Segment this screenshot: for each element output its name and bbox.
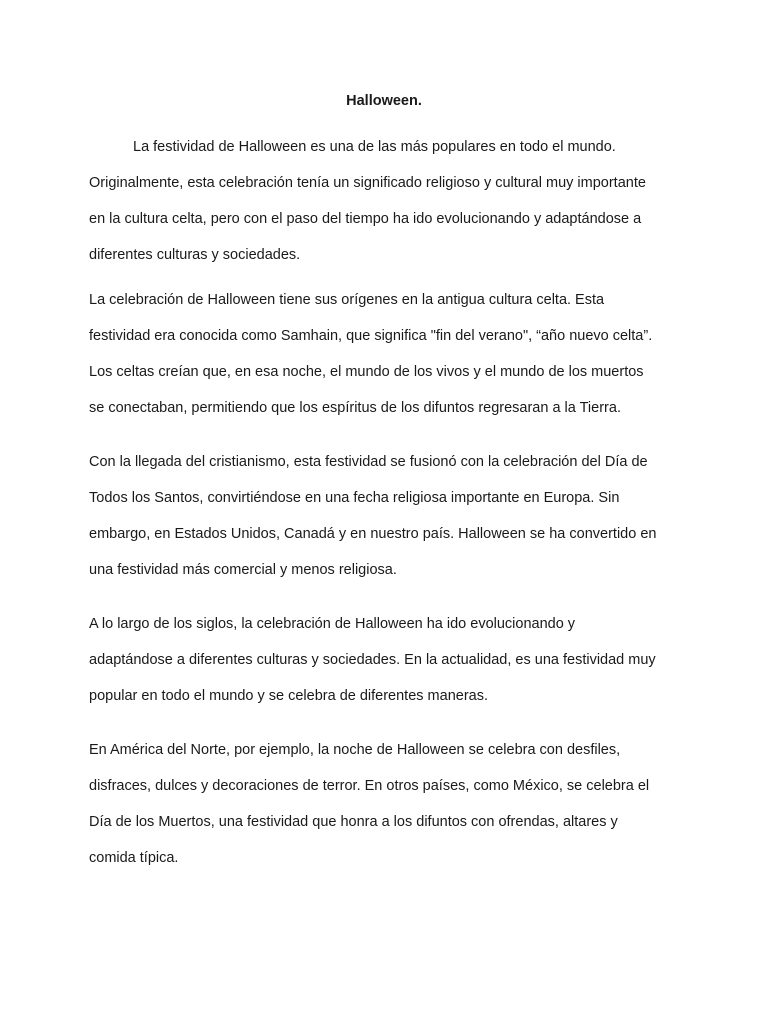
paragraph-line: A lo largo de los siglos, la celebración de Halloween ha ido evolucionando y: [89, 616, 576, 632]
paragraph-line: una festividad más comercial y menos religiosa.: [89, 562, 397, 578]
paragraph-line: festividad era conocida como Samhain, que significa "fin del verano", “año nuevo celta”.: [89, 328, 653, 344]
paragraph-line: Todos los Santos, convirtiéndose en una fecha religiosa importante en Europa. Sin: [89, 490, 620, 506]
paragraph-5: [89, 732, 689, 876]
paragraph-line: popular en todo el mundo y se celebra de diferentes maneras.: [89, 688, 488, 704]
paragraph-line: se conectaban, permitiendo que los espíritus de los difuntos regresaran a la Tierra.: [89, 400, 621, 416]
paragraph-line: embargo, en Estados Unidos, Canadá y en nuestro país. Halloween se ha convertido en: [89, 526, 657, 542]
paragraph-line: comida típica.: [89, 850, 179, 866]
paragraph-line: adaptándose a diferentes culturas y sociedades. En la actualidad, es una festividad muy: [89, 652, 656, 668]
paragraph-line: diferentes culturas y sociedades.: [89, 247, 301, 263]
paragraph-line: La festividad de Halloween es una de las más populares en todo el mundo.: [133, 139, 616, 155]
paragraph-line: en la cultura celta, pero con el paso del tiempo ha ido evolucionando y adaptándose a: [89, 211, 642, 227]
paragraph-line: En América del Norte, por ejemplo, la noche de Halloween se celebra con desfiles,: [89, 742, 621, 758]
paragraph-line: Los celtas creían que, en esa noche, el mundo de los vivos y el mundo de los muertos: [89, 364, 644, 380]
paragraph-3: [89, 444, 689, 588]
paragraph-line: La celebración de Halloween tiene sus orígenes en la antigua cultura celta. Esta: [89, 292, 605, 308]
paragraph-4: [89, 606, 689, 714]
paragraph-1: [89, 129, 689, 273]
paragraph-line: Originalmente, esta celebración tenía un significado religioso y cultural muy importante: [89, 175, 646, 191]
paragraph-line: disfraces, dulces y decoraciones de terror. En otros países, como México, se celebra el: [89, 778, 650, 794]
document-title: Halloween.: [346, 93, 422, 109]
paragraph-2: [89, 282, 689, 426]
paragraph-line: Día de los Muertos, una festividad que honra a los difuntos con ofrendas, altares y: [89, 814, 618, 830]
paragraph-line: Con la llegada del cristianismo, esta festividad se fusionó con la celebración del Día de: [89, 454, 648, 470]
